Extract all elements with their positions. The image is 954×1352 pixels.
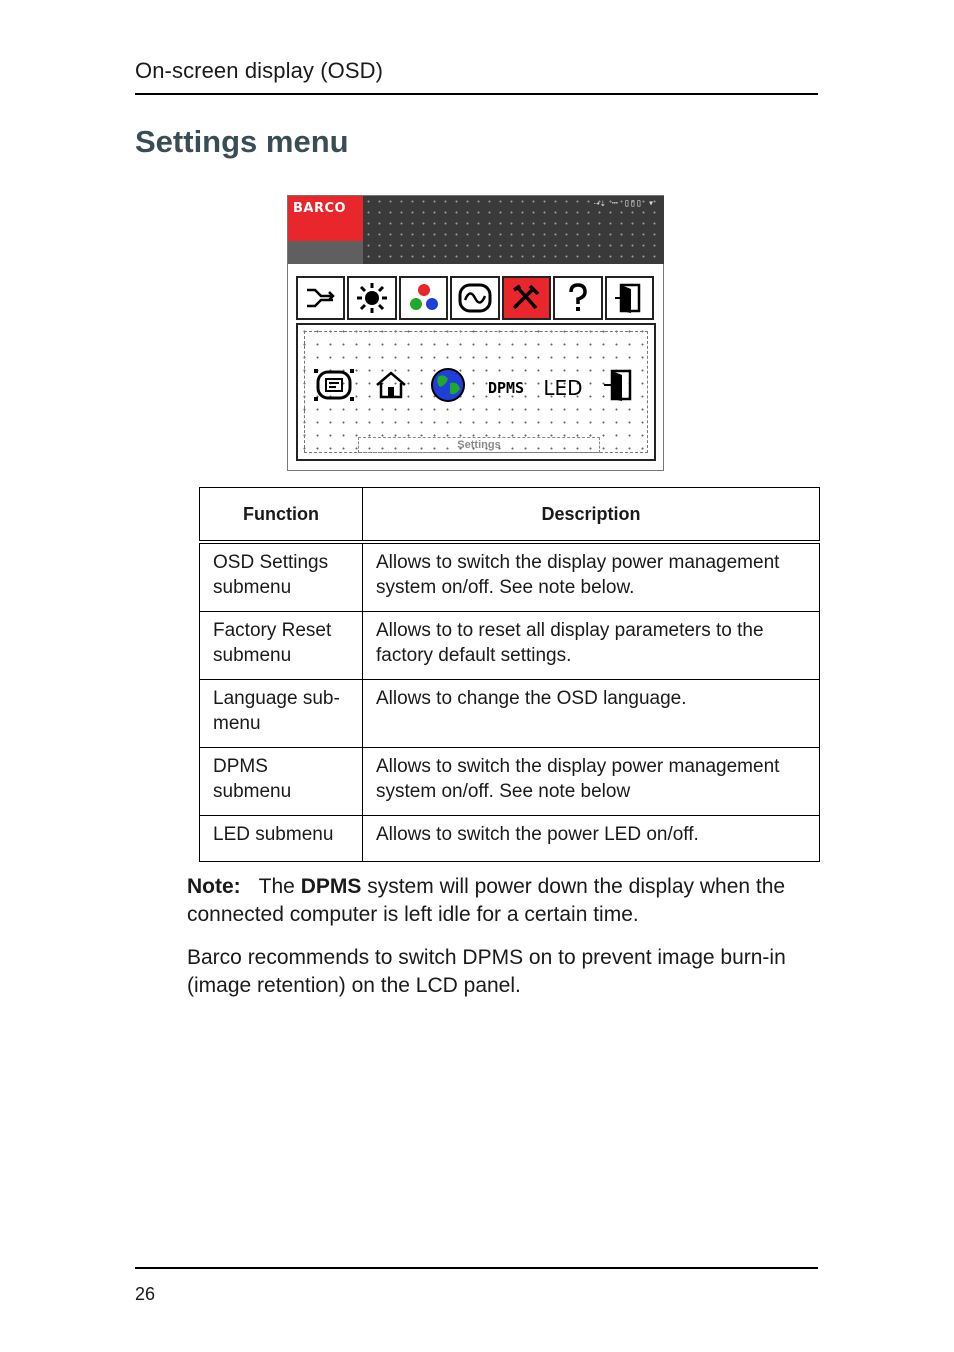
osd-item-led[interactable] <box>541 363 585 407</box>
osd-item-dpms[interactable] <box>484 363 528 407</box>
function-cell: DPMS submenu <box>200 748 363 816</box>
tab-input[interactable] <box>296 276 345 320</box>
note-text-pre: The <box>258 875 301 898</box>
osd-top-bar <box>363 196 664 264</box>
table-row <box>200 542 820 612</box>
tab-settings[interactable] <box>502 276 551 320</box>
exit-icon <box>600 365 640 405</box>
function-cell: Language sub-menu <box>200 680 363 748</box>
function-table <box>199 487 820 862</box>
note-label: Note: <box>187 875 241 898</box>
function-cell: OSD Settings submenu <box>200 542 363 612</box>
footer-rule <box>135 1267 818 1269</box>
signal-icon <box>457 282 493 314</box>
header-rule <box>135 93 818 95</box>
settings-tools-icon <box>508 282 544 314</box>
table-header-row <box>200 488 820 543</box>
note-paragraph <box>187 873 827 929</box>
factory-reset-home-icon <box>371 365 411 405</box>
osd-submenu-items <box>312 363 642 407</box>
osd-item-osd-settings[interactable] <box>312 363 356 407</box>
table-row <box>200 816 820 862</box>
led-item-label: LED <box>543 376 583 400</box>
section-title: Settings menu <box>135 124 349 159</box>
description-cell: Allows to switch the display power management system on/off. See note below <box>363 748 820 816</box>
osd-submenu-panel <box>296 323 656 461</box>
function-cell: LED submenu <box>200 816 363 862</box>
tab-exit[interactable] <box>605 276 654 320</box>
running-header: On-screen display (OSD) <box>135 58 384 83</box>
osd-caption-box <box>358 437 600 453</box>
osd-item-exit[interactable] <box>598 363 642 407</box>
description-cell: Allows to switch the display power management system on/off. See note below. <box>363 542 820 612</box>
help-icon <box>560 282 596 314</box>
osd-settings-icon <box>314 365 354 405</box>
description-cell: Allows to change the OSD language. <box>363 680 820 748</box>
osd-item-language[interactable] <box>426 363 470 407</box>
function-cell: Factory Reset submenu <box>200 612 363 680</box>
color-icon <box>406 282 442 314</box>
osd-brand-block <box>288 196 363 241</box>
language-globe-icon <box>428 365 468 405</box>
note-text-post: system will power down the display when the connected computer is left idle for a certain time. <box>187 875 786 926</box>
osd-brand-strip <box>288 241 363 264</box>
tab-brightness[interactable] <box>347 276 396 320</box>
tab-signal[interactable] <box>450 276 499 320</box>
tab-color[interactable] <box>399 276 448 320</box>
osd-status-readout: ⇢⇣ ⋯ ▯▯▯ ▾ <box>593 198 654 209</box>
description-cell: Allows to switch the power LED on/off. <box>363 816 820 862</box>
dpms-icon <box>486 365 526 405</box>
osd-screenshot <box>287 195 664 471</box>
tab-help[interactable] <box>553 276 602 320</box>
column-header-function: Function <box>200 488 363 543</box>
exit-icon <box>611 282 647 314</box>
table-row <box>200 612 820 680</box>
barco-logo: BARCO <box>293 201 347 216</box>
page-number: 26 <box>135 1284 156 1304</box>
column-header-description: Description <box>363 488 820 543</box>
osd-tab-bar <box>296 276 656 322</box>
osd-caption: Settings <box>457 439 501 451</box>
input-icon <box>303 282 339 314</box>
table-row <box>200 748 820 816</box>
dpms-item-label: DPMS <box>487 379 524 397</box>
led-icon <box>543 365 583 405</box>
table-row <box>200 680 820 748</box>
brightness-icon <box>354 282 390 314</box>
osd-item-factory-reset[interactable] <box>369 363 413 407</box>
note-keyword: DPMS <box>300 875 362 898</box>
description-cell: Allows to to reset all display parameters to the factory default settings. <box>363 612 820 680</box>
recommendation-paragraph: Barco recommends to switch DPMS on to prevent image burn-in (image retention) on the LCD panel. <box>187 946 786 997</box>
